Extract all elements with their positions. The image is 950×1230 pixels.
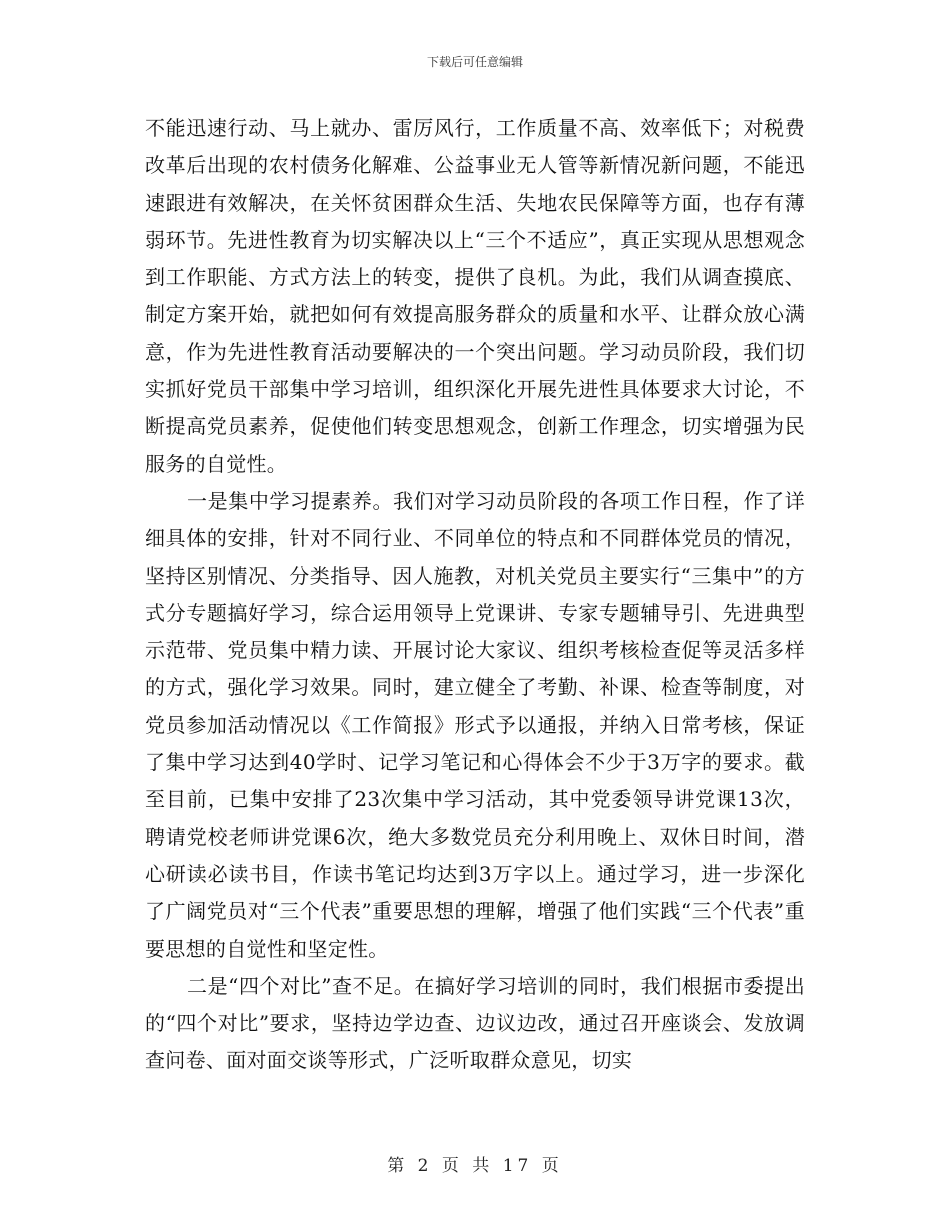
page-number: 第 2 页 共 17 页	[387, 1156, 563, 1176]
body-paragraph: 一是集中学习提素养。我们对学习动员阶段的各项工作日程，作了详细具体的安排，针对不同行业、不同单位的特点和不同群体党员的情况，坚持区别情况、分类指导、因人施教，对机关党员主要实行“三集中”的方式分专题搞好学习，综合运用领导上党课讲、专家专题辅导引、先进典型示范带、党员集中精力读、开展讨论大家议、组织考核检查促等灵活多样的方式，强化学习效果。同时，建立健全了考勤、补课、检查等制度，对党员参加活动情况以《工作简报》形式予以通报，并纳入日常考核，保证了集中学习达到40学时、记学习笔记和心得体会不少于3万字的要求。截至目前，已集中安排了23次集中学习活动，其中党委领导讲党课13次，聘请党校老师讲党课6次，绝大多数党员充分利用晚上、双休日时间，潜心研读必读书目，作读书笔记均达到3万字以上。通过学习，进一步深化了广阔党员对“三个代表”重要思想的理解，增强了他们实践“三个代表”重要思想的自觉性和坚定性。	[145, 488, 805, 961]
body-paragraph: 不能迅速行动、马上就办、雷厉风行，工作质量不高、效率低下；对税费改革后出现的农村债务化解难、公益事业无人管等新情况新问题，不能迅速跟进有效解决，在关怀贫困群众生活、失地农民保障等方面，也存有薄弱环节。先进性教育为切实解决以上“三个不适应”，真正实现从思想观念到工作职能、方式方法上的转变，提供了良机。为此，我们从调查摸底、制定方案开始，就把如何有效提高服务群众的质量和水平、让群众放心满意，作为先进性教育活动要解决的一个突出问题。学习动员阶段，我们切实抓好党员干部集中学习培训，组织深化开展先进性具体要求大讨论，不断提高党员素养，促使他们转变思想观念，创新工作理念，切实增强为民服务的自觉性。	[145, 116, 805, 476]
page-header: 下载后可任意编辑	[426, 55, 523, 69]
body-paragraph: 二是“四个对比”查不足。在搞好学习培训的同时，我们根据市委提出的“四个对比”要求，坚持边学边查、边议边改，通过召开座谈会、发放调查问卷、面对面交谈等形式，广泛听取群众意见，切实	[145, 973, 805, 1073]
document-body	[145, 110, 805, 1080]
